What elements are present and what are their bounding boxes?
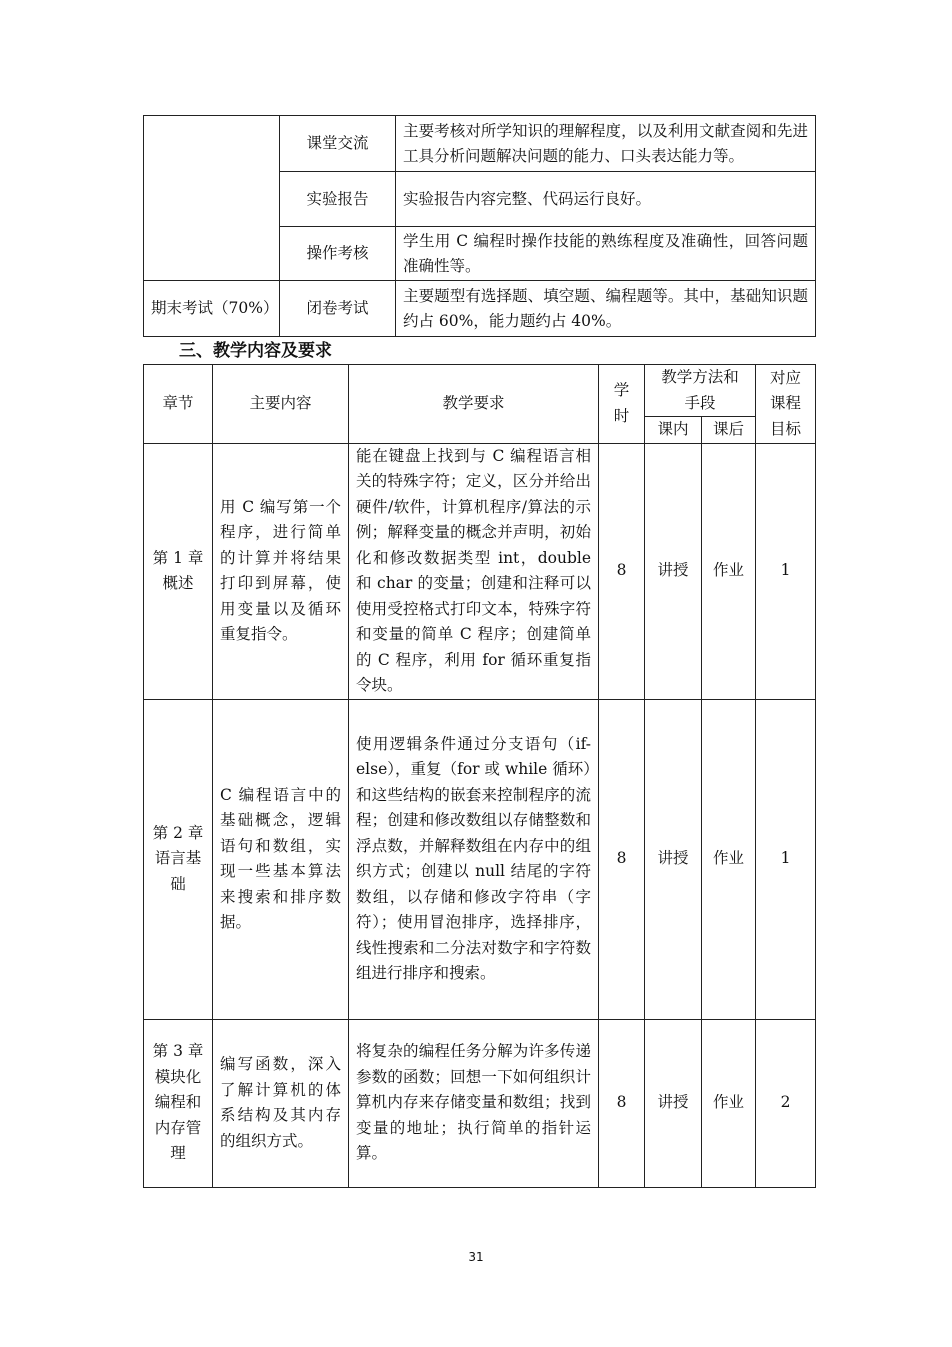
page-number: 31 [468, 1250, 484, 1264]
objective-cell: 1 [756, 699, 816, 1019]
objective-cell: 1 [756, 443, 816, 699]
main-content-cell: 编写函数，深入了解计算机的体系结构及其内存的组织方式。 [213, 1019, 349, 1187]
header-methods: 教学方法和手段 [645, 365, 756, 417]
chapter-cell: 第 3 章模块化编程和内存管理 [144, 1019, 213, 1187]
main-content-cell: C 编程语言中的基础概念，逻辑语句和数组，实现一些基本算法来搜索和排序数据。 [213, 699, 349, 1019]
after-class-cell: 作业 [702, 699, 756, 1019]
section-heading: 三、教学内容及要求 [179, 341, 332, 361]
assessment-item: 操作考核 [280, 227, 396, 281]
assessment-item: 闭卷考试 [280, 281, 396, 337]
hours-cell: 8 [599, 443, 645, 699]
requirements-cell: 使用逻辑条件通过分支语句（if-else），重复（for 或 while 循环）和这些结构的嵌套来控制程序的流程；创建和修改数组以存储整数和浮点数，并解释数组在内存中的组织方式；创建以 null 结尾的字符数组，以存储和修改字符串（字符）；使用冒泡排序，选择排序，线性搜索和二分法对数字和字符数组进行排序和搜索。 [349, 699, 599, 1019]
after-class-cell: 作业 [702, 443, 756, 699]
assessment-table [143, 115, 816, 337]
header-requirements: 教学要求 [349, 365, 599, 444]
assessment-item: 课堂交流 [280, 116, 396, 172]
chapter-cell: 第 1 章概述 [144, 443, 213, 699]
assessment-desc: 学生用 C 编程时操作技能的熟练程度及准确性，回答问题准确性等。 [396, 227, 816, 281]
teaching-content-table [143, 364, 816, 1188]
objective-cell: 2 [756, 1019, 816, 1187]
in-class-cell: 讲授 [645, 1019, 702, 1187]
main-content-cell: 用 C 编写第一个程序，进行简单的计算并将结果打印到屏幕，使用变量以及循环重复指令。 [213, 443, 349, 699]
header-chapter: 章节 [144, 365, 213, 444]
hours-cell: 8 [599, 699, 645, 1019]
hours-cell: 8 [599, 1019, 645, 1187]
in-class-cell: 讲授 [645, 699, 702, 1019]
final-exam-category: 期末考试（70%） [144, 281, 280, 337]
in-class-cell: 讲授 [645, 443, 702, 699]
requirements-cell: 将复杂的编程任务分解为许多传递参数的函数；回想一下如何组织计算机内存来存储变量和数组；找到变量的地址；执行简单的指针运算。 [349, 1019, 599, 1187]
header-objective: 对应课程目标 [756, 365, 816, 444]
requirements-cell: 能在键盘上找到与 C 编程语言相关的特殊字符；定义，区分并给出硬件/软件，计算机程序/算法的示例；解释变量的概念并声明，初始化和修改数据类型 int，double 和 char 的变量；创建和注释可以使用受控格式打印文本，特殊字符和变量的简单 C 程序；创建简单的 C 程序，利用 for 循环重复指令块。 [349, 443, 599, 699]
assessment-desc: 主要考核对所学知识的理解程度，以及利用文献查阅和先进工具分析问题解决问题的能力、口头表达能力等。 [396, 116, 816, 172]
chapter-cell: 第 2 章语言基础 [144, 699, 213, 1019]
after-class-cell: 作业 [702, 1019, 756, 1187]
assessment-desc: 实验报告内容完整、代码运行良好。 [396, 172, 816, 227]
header-in-class: 课内 [645, 417, 702, 444]
header-hours: 学时 [599, 365, 645, 444]
assessment-desc: 主要题型有选择题、填空题、编程题等。其中，基础知识题约占 60%，能力题约占 40%。 [396, 281, 816, 337]
header-after-class: 课后 [702, 417, 756, 444]
header-main-content: 主要内容 [213, 365, 349, 444]
assessment-item: 实验报告 [280, 172, 396, 227]
assessment-empty-cell [144, 116, 280, 281]
